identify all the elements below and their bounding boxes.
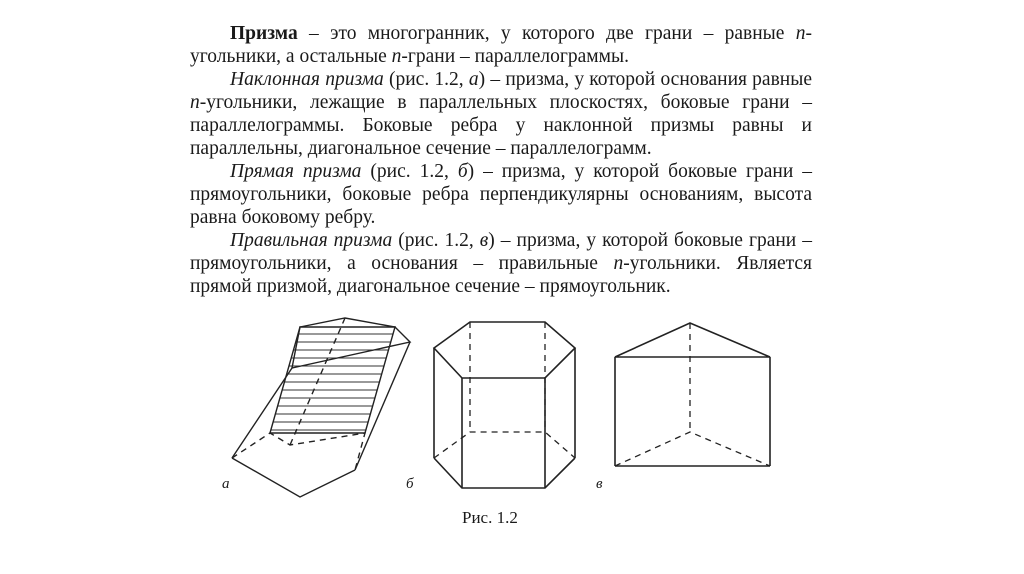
text: ) – призма, у которой боковые грани – прямоугольники, боковые ребра перпендикулярны основаниям, высота равна боковому ребру. <box>190 161 812 228</box>
right-prism-figure <box>434 322 575 488</box>
text: (рис. 1.2, <box>392 230 480 251</box>
top-triangle <box>615 323 770 357</box>
figure-label-a: а <box>222 476 230 492</box>
text: (рис. 1.2, <box>383 69 469 90</box>
figure-ref-letter: в <box>479 230 489 251</box>
text: ) – призма, у которой боковые грани – прямоугольники, а основания – правильные <box>190 230 812 274</box>
text: ) – призма, у которой основания равные <box>478 69 812 90</box>
text: -грани – параллелограммы. <box>401 46 629 67</box>
regular-prism-figure <box>615 323 770 466</box>
math-n: n <box>613 253 624 274</box>
top-base <box>292 318 410 368</box>
text: -угольники, а остальные <box>190 23 812 67</box>
figure-caption: Рис. 1.2 <box>462 508 518 527</box>
hidden-lines <box>615 323 770 466</box>
figure-ref-letter: б <box>457 161 468 182</box>
figure-ref-letter: а <box>468 69 479 90</box>
term-prism: Призма <box>230 23 298 44</box>
text: -угольники, лежащие в параллельных плоскостях, боковые грани – параллелограммы. Боковые ребра у наклонной призмы равны и параллельны, диагональное сечение – параллелограмм. <box>190 92 812 159</box>
bottom-base-hidden <box>232 433 365 470</box>
bottom-base-visible <box>232 458 355 497</box>
left-edge <box>232 368 292 458</box>
math-n: n <box>391 46 402 67</box>
term-right-prism: Прямая призма <box>230 161 362 182</box>
text: – это многогранник, у которого две грани – равные <box>297 23 796 44</box>
math-n: n <box>190 92 200 113</box>
term-oblique-prism: Наклонная призма <box>230 69 384 90</box>
hidden-lines <box>434 322 575 458</box>
figure-label-c: в <box>596 476 603 492</box>
text: (рис. 1.2, <box>361 161 458 182</box>
diagonal-section <box>270 327 395 433</box>
figure-label-b: б <box>406 476 414 492</box>
term-regular-prism: Правильная призма <box>230 230 393 251</box>
math-n: n <box>795 23 806 44</box>
top-hexagon <box>434 322 575 378</box>
text: -угольники. Является прямой призмой, диагональное сечение – прямоугольник. <box>190 253 813 297</box>
bottom-visible <box>434 458 575 488</box>
oblique-prism-figure <box>232 318 410 497</box>
